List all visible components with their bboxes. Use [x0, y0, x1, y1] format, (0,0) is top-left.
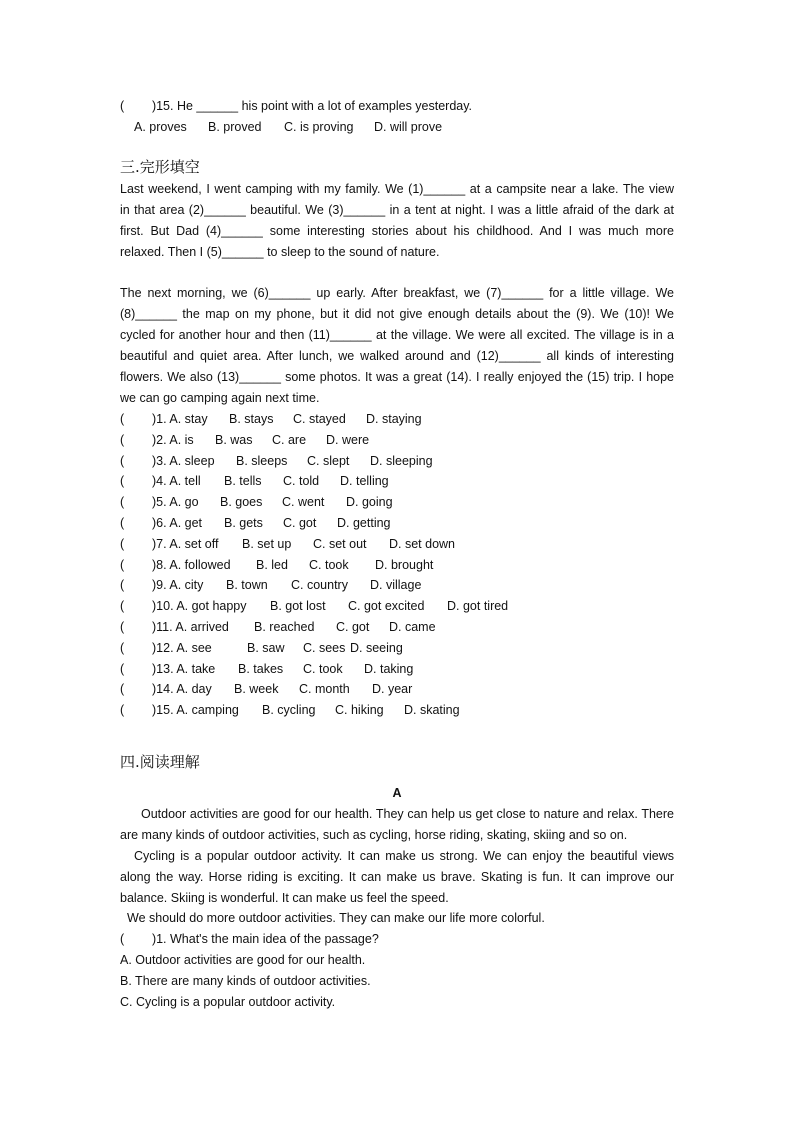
question-number-option-a: )4. A. tell: [152, 474, 201, 489]
cloze-line: beautiful and quiet area. After lunch, we walked around and (12)______ all kinds of interesting: [120, 349, 674, 363]
question-number-option-a: )5. A. go: [152, 495, 199, 510]
option-b: B. got lost: [270, 599, 326, 614]
option-c: C. took: [309, 557, 349, 572]
option-c: C. stayed: [293, 412, 346, 426]
option-d: D. will prove: [374, 120, 443, 134]
option-c: C. is proving: [284, 120, 354, 134]
cloze-line: (8)______ the map on my phone, but it did not give enough details about the (9). We (10)! We: [120, 307, 674, 321]
option-d: D. seeing: [350, 640, 403, 655]
answer-paren[interactable]: (: [120, 578, 125, 593]
answer-paren[interactable]: (: [120, 516, 125, 530]
answer-paren[interactable]: (: [120, 495, 125, 510]
choice-a: A. Outdoor activities are good for our health.: [120, 953, 366, 967]
option-d: D. village: [370, 578, 422, 593]
passage-line: Cycling is a popular outdoor activity. It can make us strong. We can enjoy the beautiful views: [134, 849, 674, 863]
option-b: B. led: [256, 557, 288, 572]
cloze-line: we can go camping again next time.: [120, 391, 320, 405]
question-number-option-a: )7. A. set off: [152, 536, 219, 551]
answer-paren[interactable]: (: [120, 536, 125, 551]
option-a: A. proves: [134, 120, 187, 134]
passage-line: balance. Skiing is wonderful. It can make us feel the speed.: [120, 891, 449, 905]
cloze-line: in that area (2)______ beautiful. We (3)______ in a tent at night. I was a little afraid of the dark at: [120, 203, 674, 217]
answer-paren[interactable]: (: [120, 703, 125, 718]
question-number-option-a: )1. A. stay: [152, 412, 208, 426]
option-c: C. sees: [303, 640, 346, 655]
question-number-option-a: )12. A. see: [152, 640, 212, 655]
option-b: B. was: [215, 432, 253, 447]
option-c: C. took: [303, 661, 343, 676]
option-b: B. goes: [220, 495, 263, 510]
option-b: B. tells: [224, 474, 262, 489]
option-b: B. reached: [254, 620, 315, 634]
option-c: C. set out: [313, 536, 367, 551]
question-number-option-a: )14. A. day: [152, 682, 212, 697]
option-d: D. brought: [375, 557, 434, 572]
option-d: D. set down: [389, 536, 456, 551]
option-c: C. told: [283, 474, 320, 489]
cloze-line: Last weekend, I went camping with my family. We (1)______ at a campsite near a lake. The view: [120, 182, 674, 196]
cloze-line: cycled for another hour and then (11)______ at the village. We were all excited. The village is in a: [120, 328, 674, 342]
option-c: C. slept: [307, 453, 350, 468]
option-c: C. hiking: [335, 703, 384, 718]
cloze-line: The next morning, we (6)______ up early. After breakfast, we (7)______ for a little village. We: [120, 286, 674, 300]
option-b: B. proved: [208, 120, 262, 134]
option-d: D. taking: [364, 661, 414, 676]
option-d: D. were: [326, 432, 370, 447]
option-d: D. came: [389, 620, 436, 634]
passage-line: We should do more outdoor activities. They can make our life more colorful.: [127, 911, 545, 925]
option-b: B. saw: [247, 640, 285, 655]
question-number-option-a: )13. A. take: [152, 661, 216, 676]
answer-paren[interactable]: (: [120, 453, 125, 468]
option-c: C. got: [283, 516, 317, 530]
option-c: C. country: [291, 578, 348, 593]
question-number-option-a: )8. A. followed: [152, 557, 231, 572]
question-number-option-a: )3. A. sleep: [152, 453, 215, 468]
question-number-option-a: )9. A. city: [152, 578, 204, 593]
option-b: B. takes: [238, 661, 284, 676]
passage-line: Outdoor activities are good for our health. They can help us get close to nature and relax. There: [141, 807, 674, 821]
answer-paren[interactable]: (: [120, 474, 125, 489]
option-c: C. went: [282, 495, 325, 510]
question-number-option-a: )2. A. is: [152, 432, 194, 447]
cloze-line: first. But Dad (4)______ some interesting stories about his childhood. And I was much more: [120, 224, 674, 238]
option-b: B. set up: [242, 536, 292, 551]
option-d: D. sleeping: [370, 453, 433, 468]
option-b: B. week: [234, 682, 279, 697]
passage-title: A: [392, 786, 402, 800]
answer-paren[interactable]: (: [120, 599, 125, 614]
choice-b: B. There are many kinds of outdoor activities.: [120, 974, 371, 988]
option-d: D. skating: [404, 703, 460, 718]
cloze-line: relaxed. Then I (5)______ to sleep to the sound of nature.: [120, 245, 440, 259]
passage-line: are many kinds of outdoor activities, such as cycling, horse riding, skating, skiing and so on.: [120, 828, 628, 842]
answer-paren[interactable]: (: [120, 557, 125, 572]
question-number-option-a: )15. A. camping: [152, 703, 239, 718]
section-4-heading: 四.阅读理解: [120, 753, 200, 771]
option-b: B. gets: [224, 516, 263, 530]
option-d: D. getting: [337, 516, 391, 530]
answer-paren[interactable]: (: [120, 682, 125, 697]
answer-paren[interactable]: (: [120, 620, 125, 634]
option-b: B. stays: [229, 412, 274, 426]
answer-paren[interactable]: (: [120, 412, 125, 426]
question-number-option-a: )6. A. get: [152, 516, 203, 530]
option-d: D. staying: [366, 412, 422, 426]
option-d: D. going: [346, 495, 393, 510]
option-d: D. got tired: [447, 599, 509, 614]
answer-paren[interactable]: (: [120, 661, 125, 676]
section-3-heading: 三.完形填空: [120, 158, 200, 176]
question-number-option-a: )10. A. got happy: [152, 599, 247, 614]
option-b: B. sleeps: [236, 453, 288, 468]
choice-c: C. Cycling is a popular outdoor activity.: [120, 995, 336, 1009]
option-d: D. telling: [340, 474, 389, 489]
option-c: C. got: [336, 620, 370, 634]
option-b: B. town: [226, 578, 268, 593]
option-c: C. got excited: [348, 599, 425, 614]
answer-paren[interactable]: (: [120, 640, 125, 655]
option-c: C. month: [299, 682, 350, 697]
question-number-option-a: )11. A. arrived: [152, 620, 229, 634]
answer-paren[interactable]: (: [120, 432, 125, 447]
cloze-line: flowers. We also (13)______ some photos. It was a great (14). I really enjoyed the (15) trip. I hope: [120, 370, 674, 384]
question-15-stem: ( )15. He ______ his point with a lot of examples yesterday.: [120, 99, 473, 113]
reading-question-1: ( )1. What's the main idea of the passage?: [120, 932, 379, 946]
passage-line: along the way. Horse riding is exciting. It can make us brave. Skating is fun. It can improve our: [120, 870, 674, 884]
option-d: D. year: [372, 682, 413, 697]
option-b: B. cycling: [262, 703, 316, 718]
option-c: C. are: [272, 432, 307, 447]
